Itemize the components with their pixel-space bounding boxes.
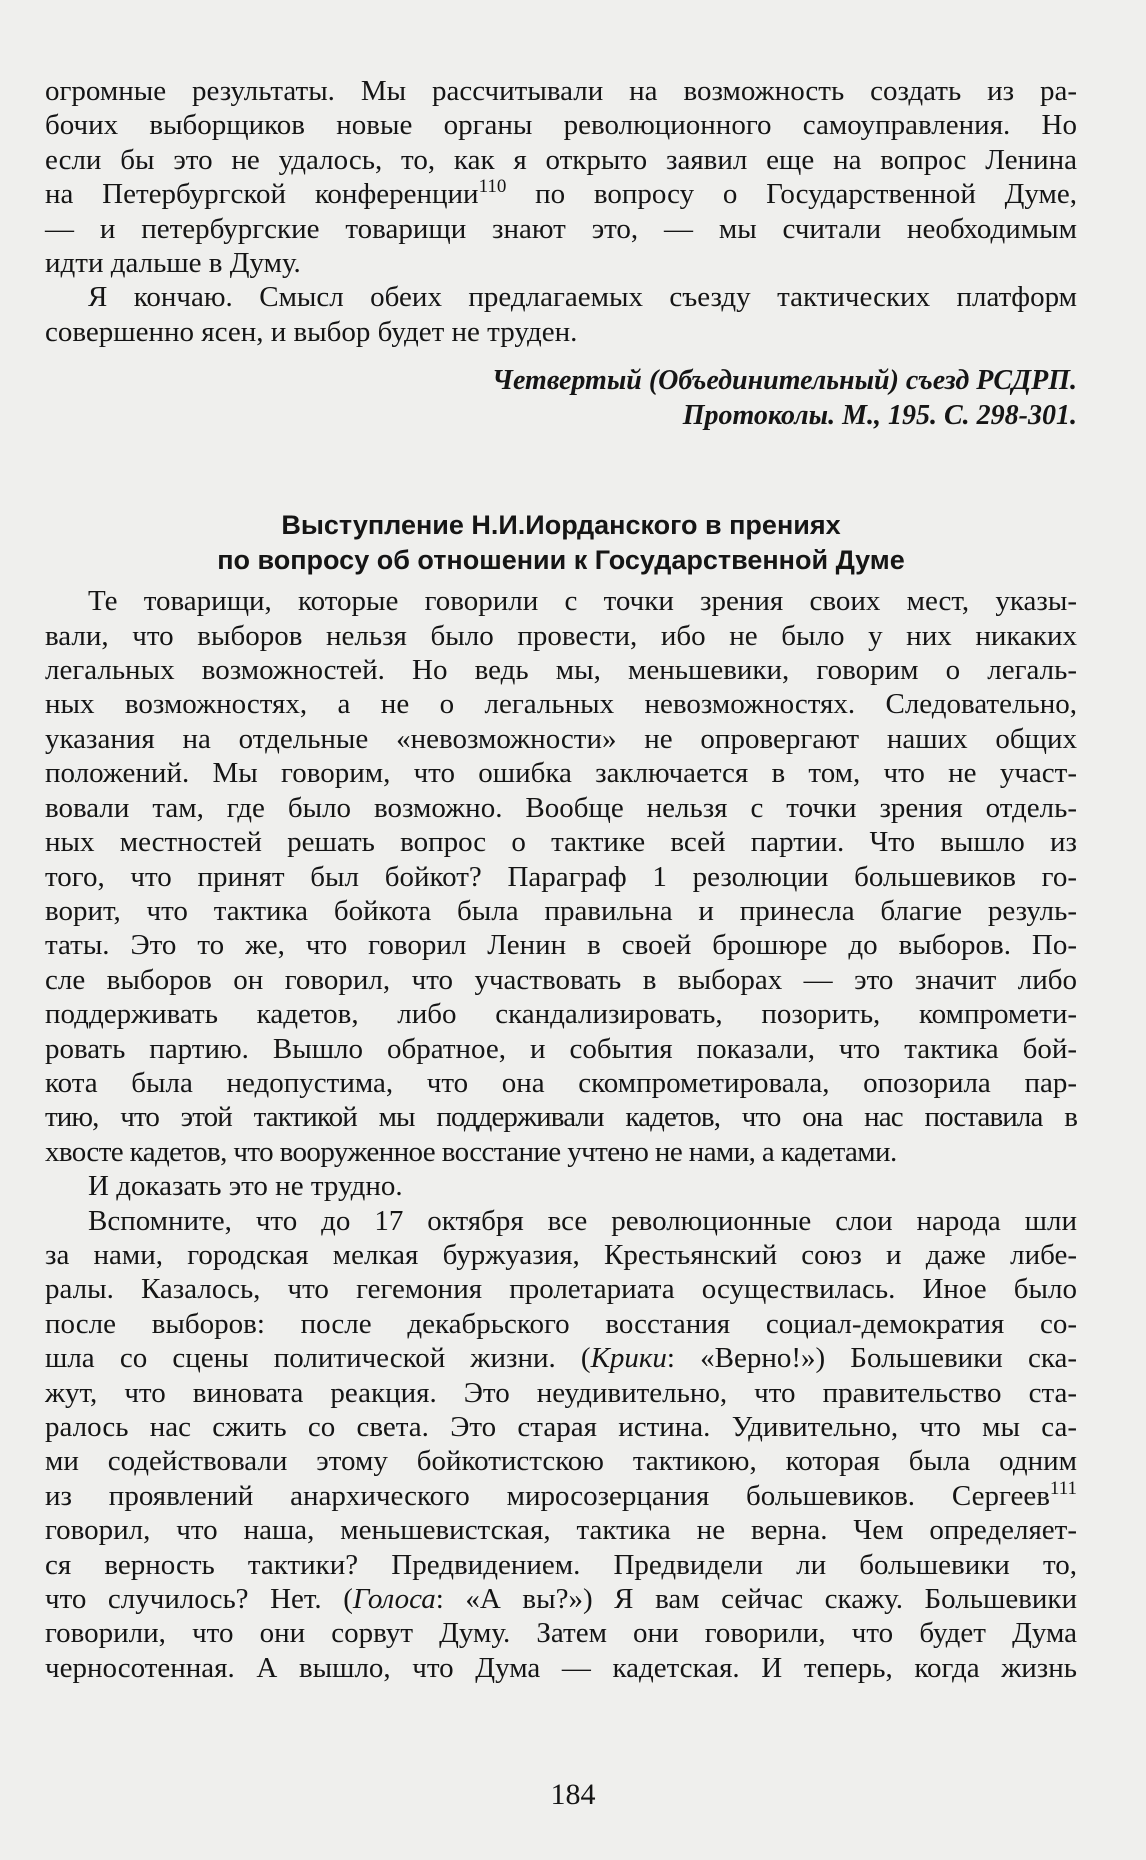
- text-line: ворит, что тактика бойкота была правильна и принесла благие резуль-: [45, 894, 1077, 927]
- text-line: — и петербургские товарищи знают это, — мы считали необходимым: [45, 212, 1077, 245]
- text-line: ми содействовали этому бойкотистскою тактикою, которая была одним: [45, 1445, 1077, 1478]
- page-number: 184: [550, 1778, 596, 1811]
- citation-line: Четвертый (Объединительный) съезд РСДРП.: [492, 365, 1077, 397]
- text-line: вали, что выборов нельзя было провести, ибо не было у них никаких: [45, 619, 1077, 652]
- text-line: Я кончаю. Смысл обеих предлагаемых съезду тактических платформ: [88, 281, 1077, 314]
- footnote-marker-110: 110: [478, 176, 507, 198]
- text-line: ралы. Казалось, что гегемония пролетариата осуществилась. Иное было: [45, 1273, 1077, 1306]
- text-fragment: из проявлений анархического миросозерцания большевиков. Сергеев: [45, 1479, 1050, 1512]
- text-fragment: на Петербургской конференции: [45, 178, 479, 211]
- text-line: бочих выборщиков новые органы революционного самоуправления. Но: [45, 109, 1077, 142]
- text-line: положений. Мы говорим, что ошибка заключается в том, что не участ-: [45, 757, 1077, 790]
- text-line: И доказать это не трудно.: [88, 1170, 403, 1203]
- text-line: ралось нас сжить со света. Это старая истина. Удивительно, что мы са-: [45, 1411, 1077, 1443]
- text-line: [45, 1582, 1077, 1616]
- stage-remark: Голоса: [352, 1583, 436, 1616]
- text-fragment: : «А вы?») Я вам сейчас скажу. Большевики: [435, 1583, 1078, 1616]
- text-line: после выборов: после декабрьского восстания социал-демократия со-: [45, 1307, 1077, 1340]
- text-line: огромные результаты. Мы рассчитывали на возможность создать из ра-: [45, 75, 1077, 107]
- page-content: [45, 74, 1077, 1685]
- text-line: жут, что виновата реакция. Это неудивительно, что правительство ста-: [45, 1376, 1077, 1409]
- text-line: [45, 1479, 1077, 1513]
- text-line: Вспомните, что до 17 октября все революционные слои народа шли: [88, 1204, 1077, 1237]
- text-line: совершенно ясен, и выбор будет не труден.: [45, 315, 578, 348]
- text-line: кота была недопустима, что она скомпрометировала, опозорила пар-: [45, 1066, 1077, 1099]
- citation-line: Протоколы. М., 195. С. 298-301.: [682, 400, 1077, 432]
- footnote-marker-111: 111: [1049, 1477, 1077, 1499]
- closing-paragraph: [45, 280, 1077, 349]
- text-line: ных местностей решать вопрос о тактике всей партии. Что вышло из: [45, 826, 1077, 859]
- text-line: черносотенная. А вышло, что Дума — кадетская. И теперь, когда жизнь: [45, 1651, 1077, 1684]
- text-line: таты. Это то же, что говорил Ленин в своей брошюре до выборов. По-: [45, 929, 1077, 962]
- text-line: ся верность тактики? Предвидением. Предвидели ли большевики то,: [45, 1548, 1077, 1581]
- text-line: [45, 177, 1077, 211]
- source-citation: [45, 363, 1077, 433]
- speech-paragraph-3: [45, 1204, 1077, 1686]
- text-line: Те товарищи, которые говорили с точки зрения своих мест, указы-: [88, 585, 1077, 618]
- text-line: ровать партию. Вышло обратное, и события показали, что тактика бой-: [45, 1032, 1077, 1065]
- text-line: говорил, что наша, меньшевистская, тактика не верна. Чем определяет-: [45, 1514, 1077, 1547]
- text-fragment: по вопросу о Государственной Думе,: [535, 178, 1078, 211]
- heading-line: по вопросу об отношении к Государственной Думе: [217, 545, 905, 576]
- text-line: указания на отдельные «невозможности» не опровергают наших общих: [45, 722, 1077, 755]
- text-line: за нами, городская мелкая буржуазия, Крестьянский союз и даже либе-: [45, 1238, 1077, 1271]
- section-heading: [45, 508, 1077, 578]
- text-line: если бы это не удалось, то, как я открыто заявил еще на вопрос Ленина: [45, 143, 1077, 176]
- text-line: [45, 1341, 1077, 1375]
- text-line: говорили, что они сорвут Думу. Затем они говорили, что будет Дума: [45, 1617, 1077, 1650]
- text-line: тию, что этой тактикой мы поддерживали кадетов, что она нас поставила в: [45, 1101, 1077, 1134]
- text-line: ных возможностях, а не о легальных невозможностях. Следовательно,: [45, 688, 1077, 721]
- text-line: поддерживать кадетов, либо скандализировать, позорить, компромети-: [45, 998, 1077, 1031]
- heading-line: Выступление Н.И.Иорданского в прениях: [281, 510, 841, 541]
- stage-remark: Крики: [590, 1342, 667, 1375]
- text-line: вовали там, где было возможно. Вообще нельзя с точки зрения отдель-: [45, 791, 1077, 824]
- text-fragment: : «Верно!») Большевики ска-: [666, 1342, 1078, 1375]
- top-paragraph: [45, 74, 1077, 280]
- text-line: легальных возможностей. Но ведь мы, меньшевики, говорим о легаль-: [45, 654, 1077, 687]
- text-fragment: что случилось? Нет. (: [45, 1583, 353, 1616]
- text-line: сле выборов он говорил, что участвовать в выборах — это значит либо: [45, 963, 1077, 996]
- text-fragment: шла со сцены политической жизни. (: [45, 1342, 591, 1375]
- text-line: хвосте кадетов, что вооруженное восстание учтено не нами, а кадетами.: [45, 1135, 897, 1168]
- text-line: идти дальше в Думу.: [45, 247, 301, 280]
- speech-paragraph-1: [45, 584, 1077, 1169]
- speech-paragraph-2: [45, 1169, 1077, 1203]
- text-line: того, что принят был бойкот? Параграф 1 резолюции большевиков го-: [45, 860, 1077, 893]
